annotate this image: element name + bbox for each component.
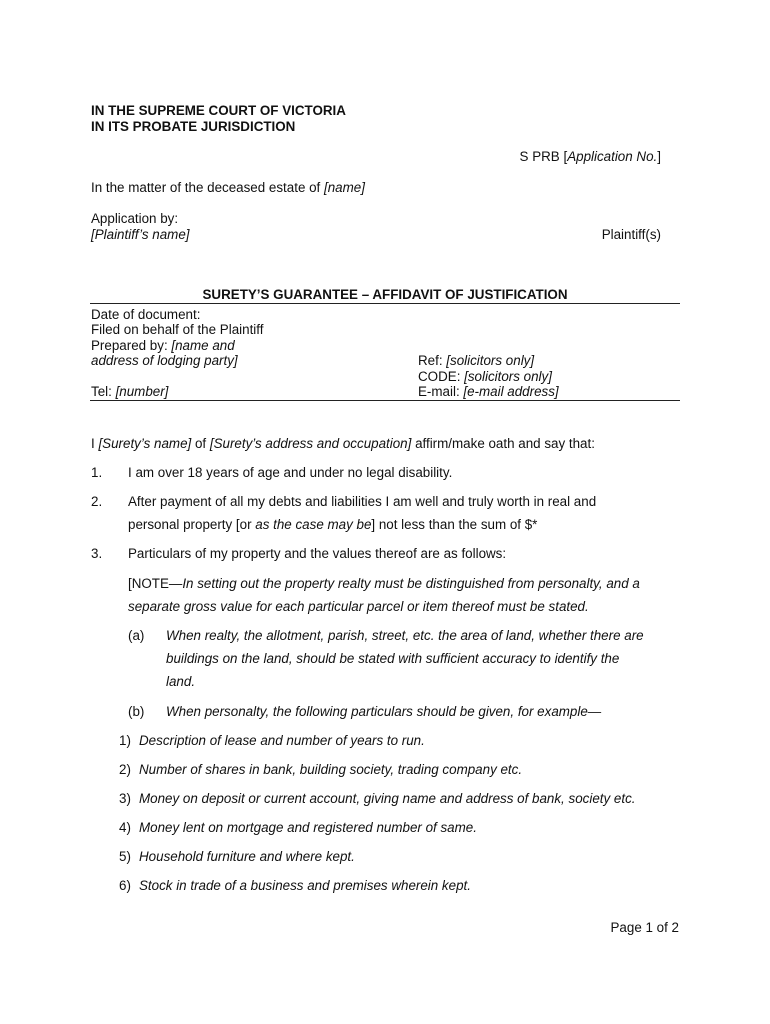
lodging-party-address: address of lodging party] bbox=[91, 353, 238, 368]
ref-value: [solicitors only] bbox=[446, 353, 535, 368]
tel-value: [number] bbox=[115, 384, 169, 399]
prepared-by-value: [name and bbox=[171, 338, 235, 353]
item-text: Particulars of my property and the values thereof are as follows: bbox=[128, 546, 507, 561]
note-line bbox=[128, 576, 640, 592]
court-name: IN THE SUPREME COURT OF VICTORIA bbox=[91, 103, 346, 118]
email-value: [e-mail address] bbox=[463, 384, 559, 399]
subitem-label: (a) bbox=[128, 628, 145, 643]
plaintiff-name: [Plaintiff’s name] bbox=[91, 227, 190, 242]
item-text-part: ] not less than the sum of $* bbox=[371, 517, 538, 532]
page-number: Page 1 of 2 bbox=[610, 920, 679, 935]
telephone bbox=[91, 384, 168, 400]
prepared-by bbox=[91, 338, 235, 354]
subitem-text: buildings on the land, should be stated with sufficient accuracy to identify the bbox=[166, 651, 620, 666]
example-text: Description of lease and number of years to run. bbox=[139, 733, 425, 748]
note-line-2: separate gross value for each particular parcel or item thereof must be stated. bbox=[128, 599, 589, 614]
intro-part3: affirm/make oath and say that: bbox=[411, 436, 595, 451]
example-text: Money on deposit or current account, giving name and address of bank, society etc. bbox=[139, 791, 636, 806]
case-number-suffix: ] bbox=[657, 149, 661, 164]
example-number: 3) bbox=[119, 791, 131, 806]
prepared-by-label: Prepared by: bbox=[91, 338, 172, 353]
intro-part1: I bbox=[91, 436, 99, 451]
subitem-label: (b) bbox=[128, 704, 145, 719]
tel-label: Tel: bbox=[91, 384, 116, 399]
item-number: 2. bbox=[91, 494, 103, 509]
subitem-text: When realty, the allotment, parish, street, etc. the area of land, whether there are bbox=[166, 628, 644, 643]
item-number: 1. bbox=[91, 465, 103, 480]
example-text: Number of shares in bank, building society, trading company etc. bbox=[139, 762, 523, 777]
case-number-prefix: S PRB [ bbox=[519, 149, 568, 164]
item-text-part: personal property [or bbox=[128, 517, 256, 532]
item-text-italic: as the case may be bbox=[255, 517, 372, 532]
subitem-text: When personalty, the following particulars should be given, for example— bbox=[166, 704, 602, 719]
matter-line bbox=[91, 180, 365, 196]
code bbox=[418, 369, 552, 385]
email-label: E-mail: bbox=[418, 384, 464, 399]
email bbox=[418, 384, 559, 400]
note-text: In setting out the property realty must be distinguished from personalty, and a bbox=[182, 576, 640, 591]
document-title: SURETY’S GUARANTEE – AFFIDAVIT OF JUSTIFICATION bbox=[202, 287, 568, 302]
matter-prefix: In the matter of the deceased estate of bbox=[91, 180, 324, 195]
case-number bbox=[520, 149, 661, 165]
ref-label: Ref: bbox=[418, 353, 447, 368]
date-of-document: Date of document: bbox=[91, 307, 201, 322]
example-number: 1) bbox=[119, 733, 131, 748]
surety-name: [Surety’s name] bbox=[98, 436, 192, 451]
note-prefix: [NOTE— bbox=[128, 576, 183, 591]
plaintiff-role: Plaintiff(s) bbox=[601, 227, 661, 242]
filing-divider bbox=[90, 400, 680, 401]
example-text: Household furniture and where kept. bbox=[139, 849, 355, 864]
code-value: [solicitors only] bbox=[464, 369, 552, 384]
example-number: 5) bbox=[119, 849, 131, 864]
example-number: 4) bbox=[119, 820, 131, 835]
title-divider bbox=[90, 303, 680, 304]
example-number: 6) bbox=[119, 878, 131, 893]
case-number-value: Application No. bbox=[567, 149, 658, 164]
deceased-name: [name] bbox=[324, 180, 365, 195]
surety-address: [Surety’s address and occupation] bbox=[209, 436, 412, 451]
item-text: After payment of all my debts and liabilities I am well and truly worth in real and bbox=[128, 494, 597, 509]
example-text: Stock in trade of a business and premises wherein kept. bbox=[139, 878, 471, 893]
subitem-text: land. bbox=[166, 674, 196, 689]
affidavit-intro bbox=[91, 436, 595, 452]
item-number: 3. bbox=[91, 546, 103, 561]
court-jurisdiction: IN ITS PROBATE JURISDICTION bbox=[91, 119, 296, 134]
item-text-continued bbox=[128, 517, 537, 533]
example-number: 2) bbox=[119, 762, 131, 777]
intro-part2: of bbox=[191, 436, 210, 451]
application-label: Application by: bbox=[91, 211, 179, 226]
reference bbox=[418, 353, 534, 369]
example-text: Money lent on mortgage and registered number of same. bbox=[139, 820, 477, 835]
code-label: CODE: bbox=[418, 369, 465, 384]
item-text: I am over 18 years of age and under no legal disability. bbox=[128, 465, 453, 480]
filed-on-behalf: Filed on behalf of the Plaintiff bbox=[91, 322, 264, 337]
